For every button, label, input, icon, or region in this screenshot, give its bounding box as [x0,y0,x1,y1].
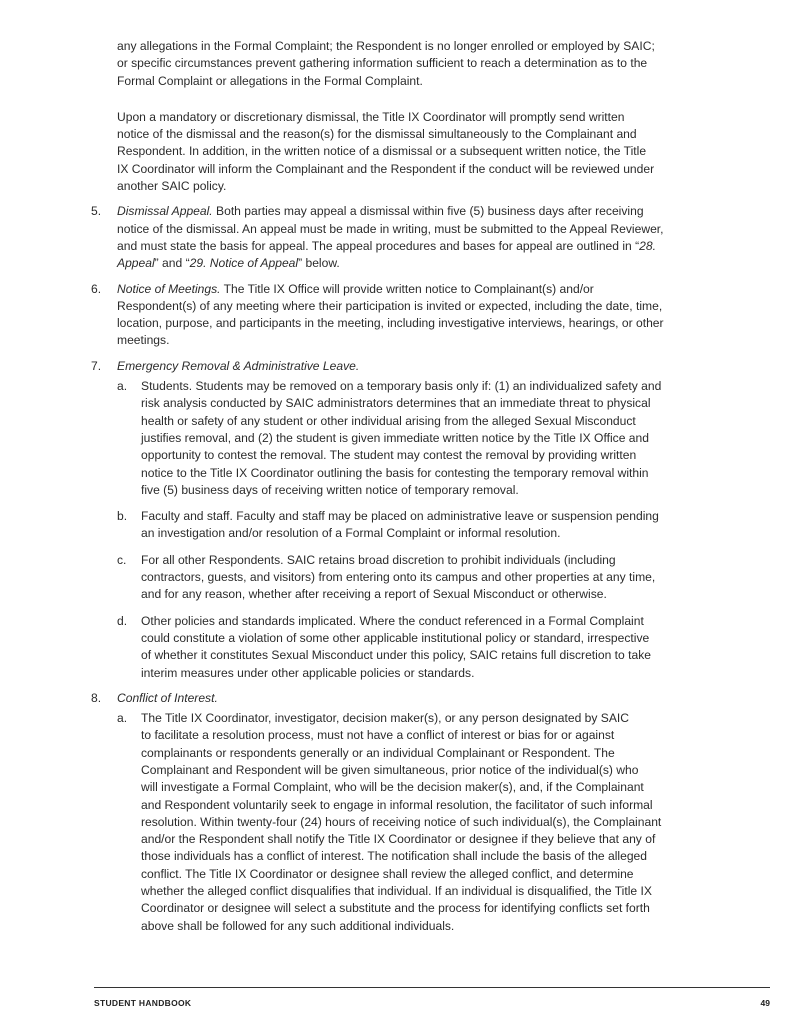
italic-text: 28. [639,238,656,253]
list-item [91,690,800,935]
text-line: or specific circumstances prevent gathering information sufficient to reach a determination as to the [117,56,648,71]
text-segment: Both parties may appeal a dismissal within five (5) business days after receiving [212,204,644,219]
text-line [117,358,800,375]
text-segment: The Title IX Office will provide written notice to Complainant(s) and/or [220,281,594,296]
list-item [91,203,800,272]
text-line: Other policies and standards implicated. Where the conduct referenced in a Formal Complaint [141,613,644,628]
text-line: Respondent(s) of any meeting where their participation is invited or expected, including the date, time, [117,298,663,313]
text-line: location, purpose, and participants in the meeting, including investigative interviews, hearings, or other [117,316,664,331]
italic-text: Notice of Meetings. [117,281,221,296]
text-line: Formal Complaint or allegations in the Formal Complaint. [117,73,423,88]
text-line: whether the alleged conflict disqualifies that individual. If an individual is disqualified, the Title IX [141,884,652,899]
text-line: above shall be followed for any such additional individuals. [141,918,455,933]
text-line: interim measures under other applicable policies or standards. [141,665,475,680]
item-number: 8. [91,690,102,705]
page-number: 49 [760,998,770,1008]
text-line: will investigate a Formal Complaint, who will be the decision maker(s), and, if the Complainant [141,780,644,795]
dismissal-notice-paragraph [117,109,800,195]
text-line [117,281,800,298]
text-line: IX Coordinator will inform the Complainant and the Respondent if the conduct will be reviewed under [117,161,655,176]
text-line [117,255,800,272]
text-line: and/or the Respondent shall notify the Title IX Coordinator or designee if they believe that any of [141,832,656,847]
italic-text: Appeal [117,256,155,271]
sub-list-item [117,613,800,682]
text-line [117,203,800,220]
item-number: 7. [91,358,102,373]
text-line: Faculty and staff. Faculty and staff may be placed on administrative leave or suspension pending [141,509,659,524]
text-line: The Title IX Coordinator, investigator, decision maker(s), or any person designated by SAIC [141,711,630,726]
text-line: Upon a mandatory or discretionary dismissal, the Title IX Coordinator will promptly send written [117,109,625,124]
text-segment: ” below. [298,256,340,271]
text-line: five (5) business days of receiving written notice of temporary removal. [141,482,519,497]
footer-title: STUDENT HANDBOOK [94,998,192,1008]
text-line: notice of the dismissal and the reason(s) for the dismissal simultaneously to the Complainant and [117,127,637,142]
italic-text: Conflict of Interest. [117,690,218,705]
sub-item-letter: a. [117,379,128,394]
text-line: opportunity to contest the removal. The student may contest the removal by providing written [141,448,637,463]
text-line: meetings. [117,333,170,348]
text-line: notice to the Title IX Coordinator outlining the basis for contesting the temporary removal within [141,465,649,480]
text-line: complainants or respondents generally or an individual Complainant or Respondent. The [141,745,615,760]
text-line: conflict. The Title IX Coordinator or designee shall review the alleged conflict, and determine [141,866,634,881]
text-line: notice of the dismissal. An appeal must be made in writing, must be submitted to the Appeal Reviewer, [117,221,664,236]
text-line [117,238,800,255]
item-number: 5. [91,204,102,219]
text-line: any allegations in the Formal Complaint; the Respondent is no longer enrolled or employed by SAIC; [117,39,655,53]
list-item [91,281,800,350]
text-line: Respondent. In addition, in the written notice of a dismissal or a subsequent written notice, the Title [117,144,647,159]
text-line: another SAIC policy. [117,179,227,194]
text-line: and for any reason, whether after receiving a report of Sexual Misconduct or otherwise. [141,587,607,602]
text-line: resolution. Within twenty-four (24) hours of receiving notice of such individual(s), the Complainant [141,814,662,829]
list-item [91,358,800,682]
text-line: could constitute a violation of some other applicable institutional policy or standard, irrespective [141,630,650,645]
text-line: health or safety of any student or other individual arising from the alleged Sexual Misconduct [141,413,636,428]
text-line: Complainant and Respondent will be given simultaneous, prior notice of the individual(s) who [141,762,639,777]
text-line: to facilitate a resolution process, must not have a conflict of interest or bias for or against [141,728,615,743]
item-number: 6. [91,281,102,296]
text-line: For all other Respondents. SAIC retains broad discretion to prohibit individuals (including [141,552,616,567]
text-line: justifies removal, and (2) the student is given immediate written notice by the Title IX Office and [141,430,649,445]
sub-list-item [117,710,800,935]
text-line: contractors, guests, and visitors) from entering onto its campus and other properties at any time, [141,570,656,585]
text-line: and Respondent voluntarily seek to engage in informal resolution, the facilitator of such informal [141,797,653,812]
sub-item-letter: d. [117,613,128,628]
sub-list-item [117,378,800,499]
text-segment: ” and “ [154,256,190,271]
sub-list-item [117,552,800,604]
text-line: an investigation and/or resolution of a Formal Complaint or informal resolution. [141,526,561,541]
sub-item-letter: c. [117,552,127,567]
italic-text: Dismissal Appeal. [117,204,213,219]
footer-divider [94,987,770,988]
sub-item-letter: b. [117,509,128,524]
text-line: risk analysis conducted by SAIC administrators determines that an immediate threat to physical [141,396,651,411]
document-body [0,38,800,935]
italic-text: Emergency Removal & Administrative Leave. [117,358,360,373]
text-line: of whether it constitutes Sexual Misconduct under this policy, SAIC retains full discretion to take [141,648,651,663]
text-line [117,690,800,707]
text-line: Coordinator or designee will select a substitute and the process for identifying conflicts set forth [141,901,650,916]
text-segment: and must state the basis for appeal. The appeal procedures and bases for appeal are outlined in “ [117,238,640,253]
sub-item-letter: a. [117,711,128,726]
intro-paragraph [117,38,800,90]
text-line: Students. Students may be removed on a temporary basis only if: (1) an individualized safety and [141,379,662,394]
text-line: those individuals has a conflict of interest. The notification shall include the basis of the alleged [141,849,648,864]
sub-list-item [117,508,800,543]
italic-text: 29. Notice of Appeal [189,256,299,271]
